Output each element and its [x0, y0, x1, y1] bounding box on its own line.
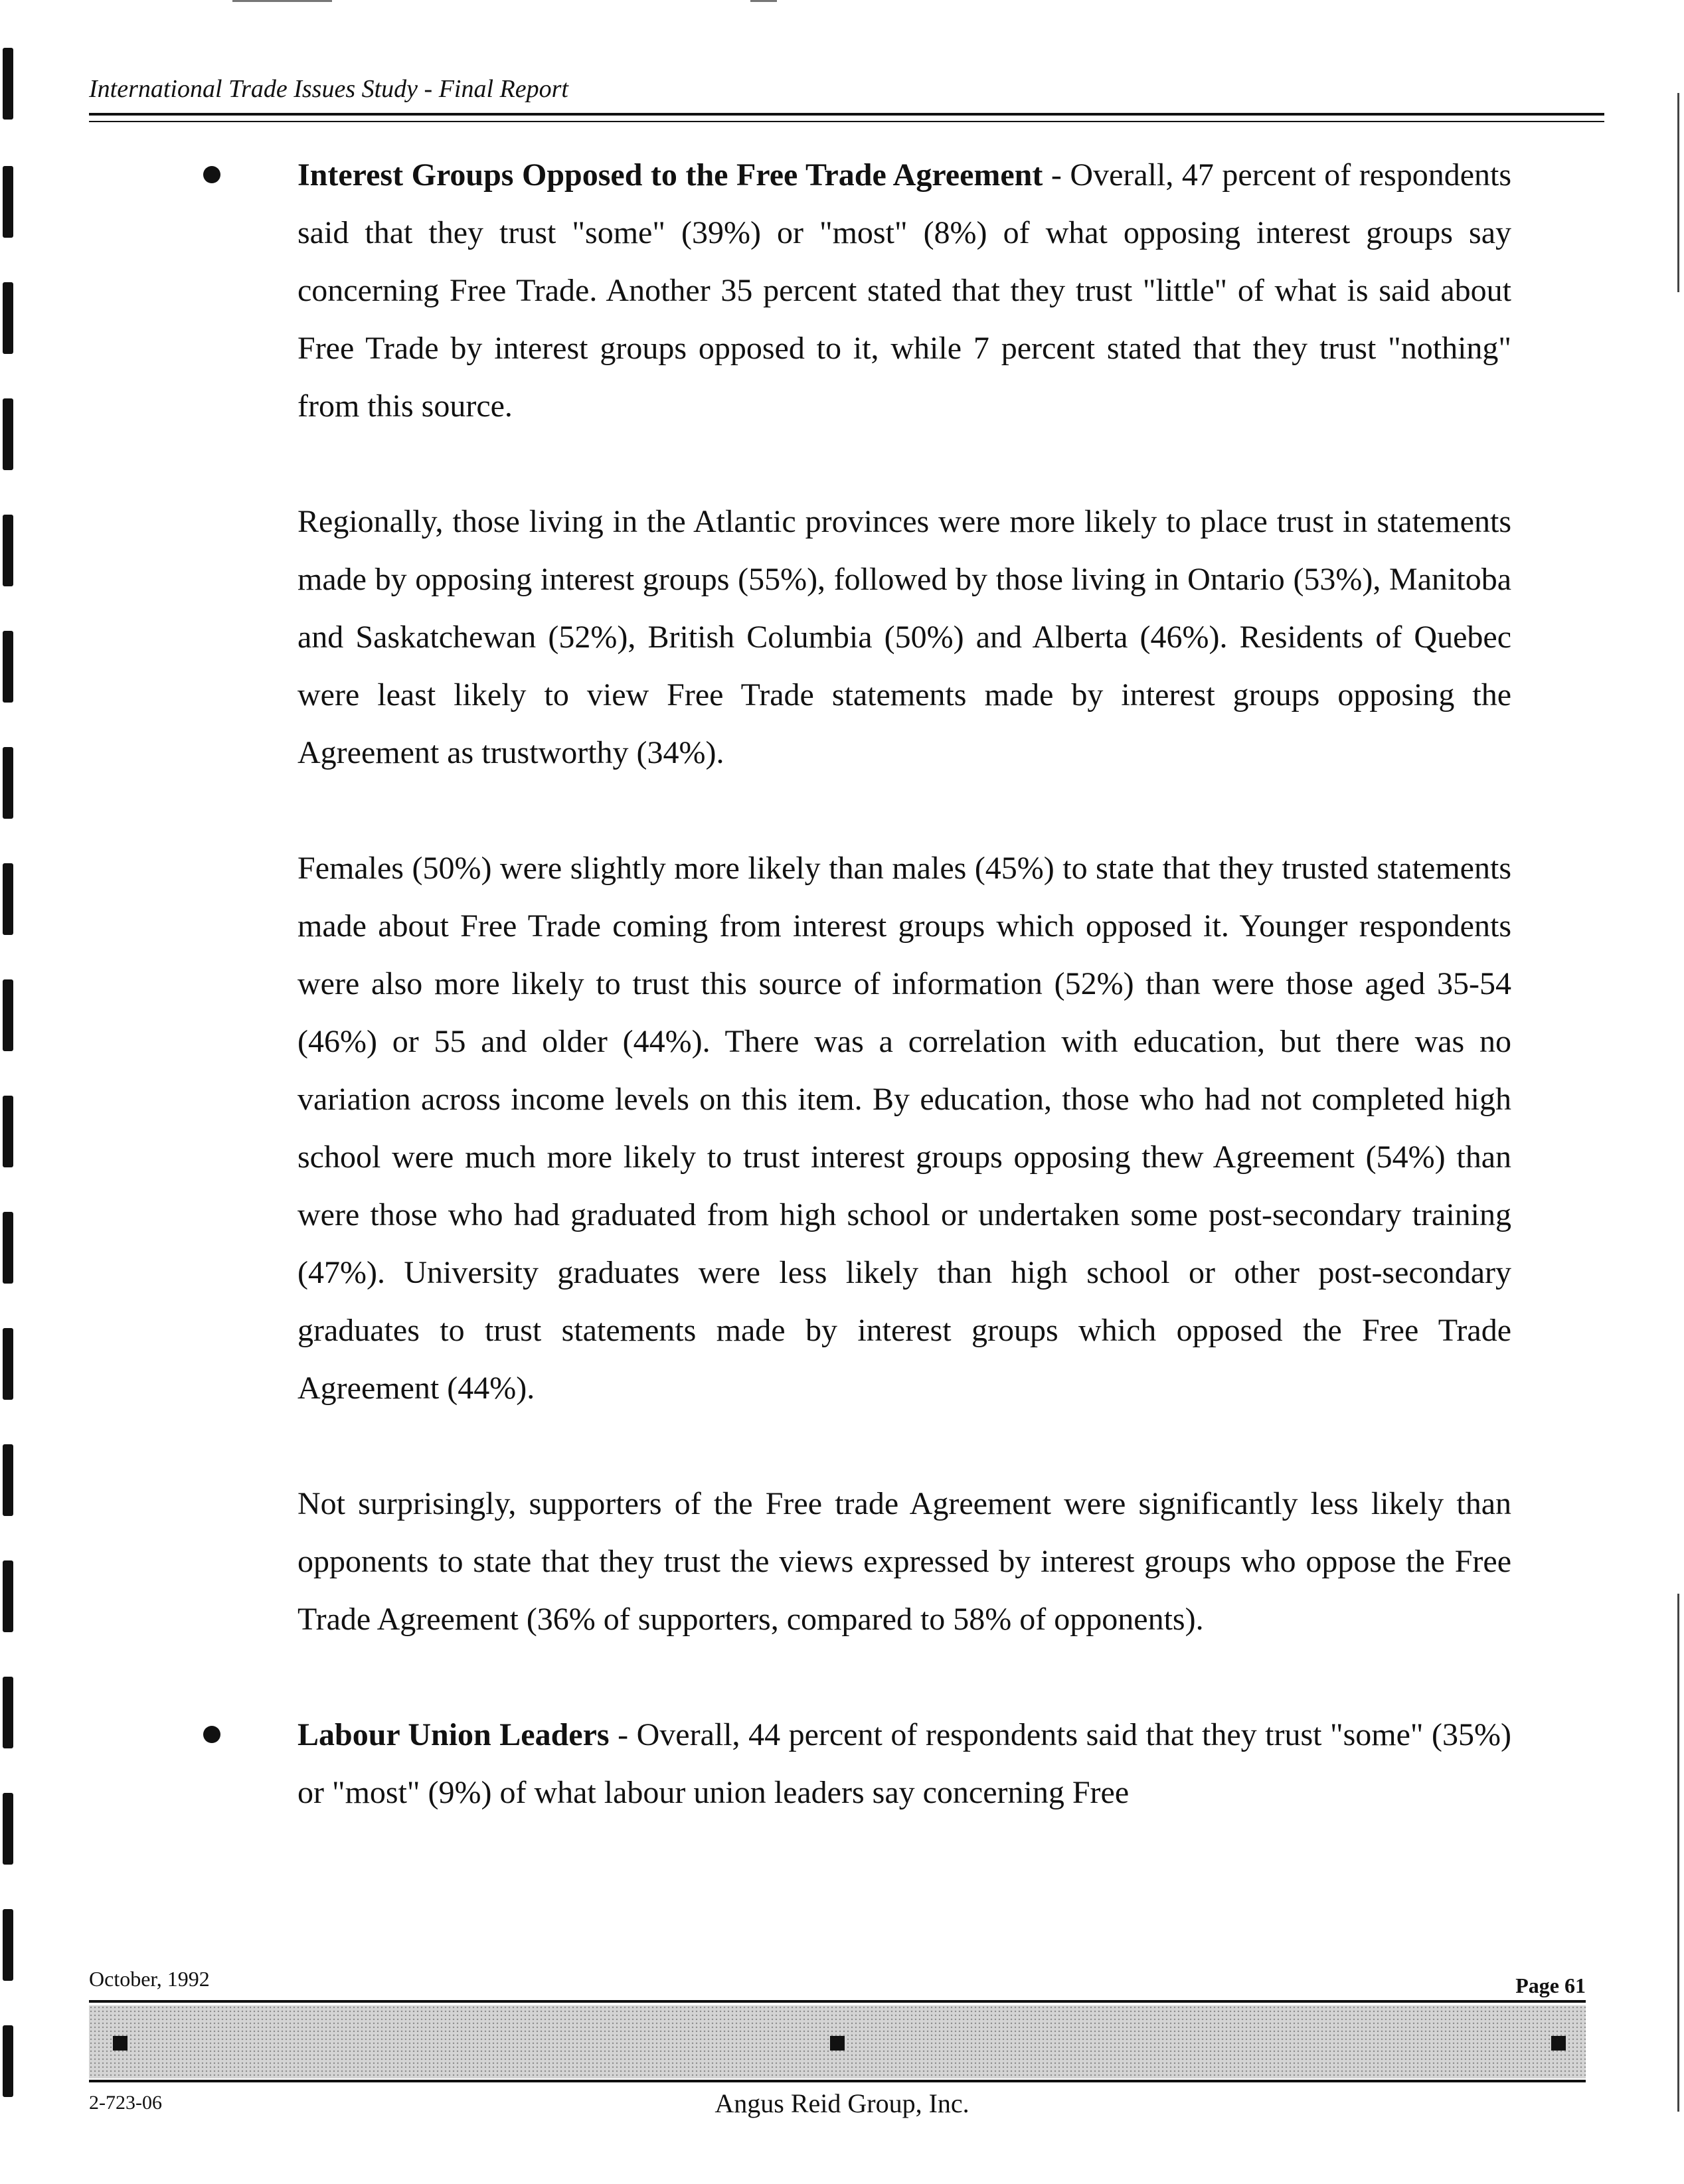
- company-name: Angus Reid Group, Inc.: [715, 2088, 969, 2118]
- bullet-dot: [203, 1726, 220, 1743]
- footer-rule-top: [89, 2000, 1586, 2003]
- footer-square-marker: [113, 2036, 127, 2051]
- bullet-text: - Overall, 44 percent of respondents said that they trust "some" (35%) or "most" (9%) of what labour union leaders say concerning Free: [297, 1717, 1512, 1810]
- page-number: Page 61: [1515, 1974, 1586, 1997]
- footer-rule-bottom: [89, 2080, 1586, 2082]
- bullet-text: - Overall, 47 percent of respondents said that they trust "some" (39%) or "most" (8%) of what opposing interest groups say concerning Free Trade. Another 35 percent stated that they trust "little" of what is said about Free Trade by interest groups opposed to it, while 7 percent stated that they trust "nothing" from this source.: [297, 157, 1512, 424]
- bullet-interest-groups: [297, 146, 1511, 435]
- paragraph-supporters: Not surprisingly, supporters of the Free trade Agreement were significantly less likely than opponents to state that they trust the views expressed by interest groups who oppose the Free Trade Agreement (36% of supporters, compared to 58% of opponents).: [297, 1486, 1511, 1637]
- footer-date: October, 1992: [89, 1967, 210, 1991]
- bullet-heading: Labour Union Leaders: [297, 1717, 610, 1752]
- footer-square-marker: [830, 2036, 845, 2051]
- document-code: 2-723-06: [89, 2092, 162, 2114]
- paragraph-demographic: Females (50%) were slightly more likely than males (45%) to state that they trusted statements made about Free Trade coming from interest groups which opposed it. Younger respondents were also more likely to trust this source of information (52%) than were those aged 35-54 (46%) or 55 and older (44%). There was a correlation with education, but there was no variation across income levels on this item. By education, those who had not completed high school were much more likely to trust interest groups opposing thew Agreement (54%) than were those who had graduated from high school or undertaken some post-secondary training (47%). University graduates were less likely than high school or other post-secondary graduates to trust statements made by interest groups which opposed the Free Trade Agreement (44%).: [297, 851, 1511, 1406]
- paragraph-regional: Regionally, those living in the Atlantic provinces were more likely to place trust in statements made by opposing interest groups (55%), followed by those living in Ontario (53%), Manitoba and Saskatchewan (52%), British Columbia (50%) and Alberta (46%). Residents of Quebec were least likely to view Free Trade statements made by interest groups opposing the Agreement as trustworthy (34%).: [297, 504, 1511, 770]
- scan-edge-mark: [1677, 93, 1679, 292]
- header-rule-top: [89, 113, 1604, 116]
- paragraph: [297, 1706, 1511, 1821]
- paragraph: [297, 146, 1511, 435]
- scan-mark: [232, 0, 332, 2]
- binder-hole-marks: [0, 40, 20, 2165]
- scan-edge-mark: [1677, 1594, 1679, 2112]
- page-body: [297, 146, 1511, 1821]
- header-rule-bottom: [89, 121, 1604, 122]
- bullet-labour-union: [297, 1706, 1511, 1821]
- footer-square-marker: [1551, 2036, 1566, 2051]
- bullet-heading: Interest Groups Opposed to the Free Trade Agreement: [297, 157, 1043, 193]
- footer-dotted-band: [89, 2005, 1586, 2078]
- scan-mark: [750, 0, 777, 2]
- report-title: International Trade Issues Study - Final Report: [89, 75, 568, 103]
- bullet-dot: [203, 166, 220, 183]
